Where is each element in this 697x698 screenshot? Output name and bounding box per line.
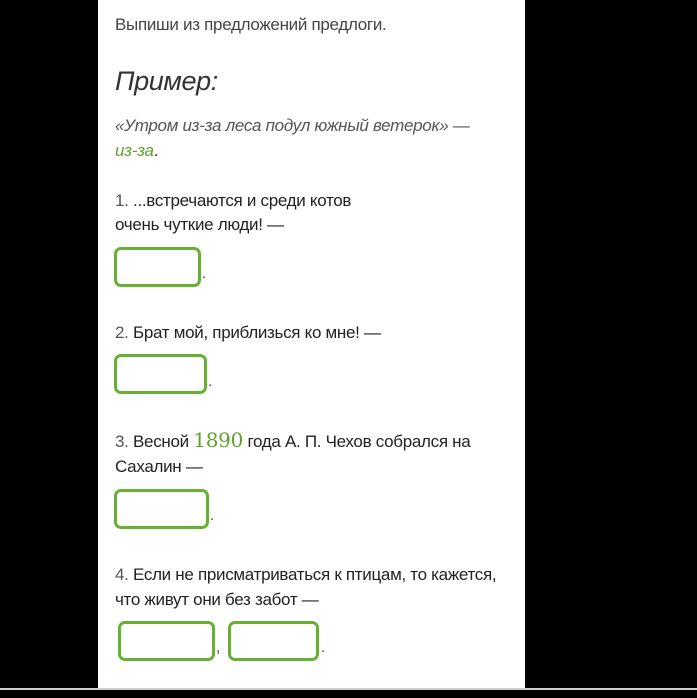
example-period: .	[153, 141, 159, 160]
question-1-text-line-1: ...встречаются и среди котов	[133, 191, 352, 210]
question-3-period: .	[210, 507, 215, 524]
question-2-text-line-1: Брат мой, приблизься ко мне! —	[133, 323, 381, 342]
question-1-line-1	[115, 189, 351, 213]
question-4-line-1	[115, 563, 496, 587]
question-4-text-line-1: Если не присматриваться к птицам, то кажется,	[133, 565, 497, 584]
question-3-line-1	[115, 428, 470, 454]
question-3-text-after-year: года А. П. Чехов собрался на	[247, 432, 471, 451]
example-answer-line	[115, 139, 158, 163]
question-1-text-line-2: очень чуткие люди! —	[115, 215, 284, 234]
example-sentence: «Утром из-за леса подул южный ветерок» —	[115, 116, 470, 135]
instruction-text: Выпиши из предложений предлоги.	[115, 15, 387, 34]
question-3-answer-input[interactable]	[114, 489, 209, 529]
question-4-line-2	[115, 588, 318, 612]
question-3-year: 1890	[193, 428, 243, 452]
question-4-period: .	[321, 639, 326, 656]
question-3-text-before-year: Весной	[133, 432, 189, 451]
question-2-line-1	[115, 321, 381, 345]
question-1-line-2	[115, 213, 284, 237]
exercise-sheet	[98, 0, 525, 688]
example-heading: Пример:	[115, 66, 218, 96]
question-1-period: .	[202, 265, 207, 282]
example-sentence-line	[115, 114, 469, 138]
question-4-answer-input-2[interactable]	[228, 621, 319, 661]
question-3-text-line-2: Сахалин —	[115, 457, 203, 476]
question-4-comma: ,	[216, 639, 221, 656]
question-2-number: 2.	[115, 323, 129, 342]
question-2-period: .	[208, 373, 213, 390]
bottom-divider	[0, 688, 697, 690]
example-answer: из-за	[115, 141, 154, 160]
question-3-number: 3.	[115, 432, 129, 451]
question-4-text-line-2: что живут они без забот —	[115, 590, 319, 609]
question-1-answer-input[interactable]	[114, 247, 201, 287]
question-2-answer-input[interactable]	[114, 354, 207, 394]
question-4-answer-input-1[interactable]	[118, 621, 215, 661]
question-3-line-2	[115, 455, 203, 479]
question-4-number: 4.	[115, 565, 129, 584]
question-1-number: 1.	[115, 191, 129, 210]
